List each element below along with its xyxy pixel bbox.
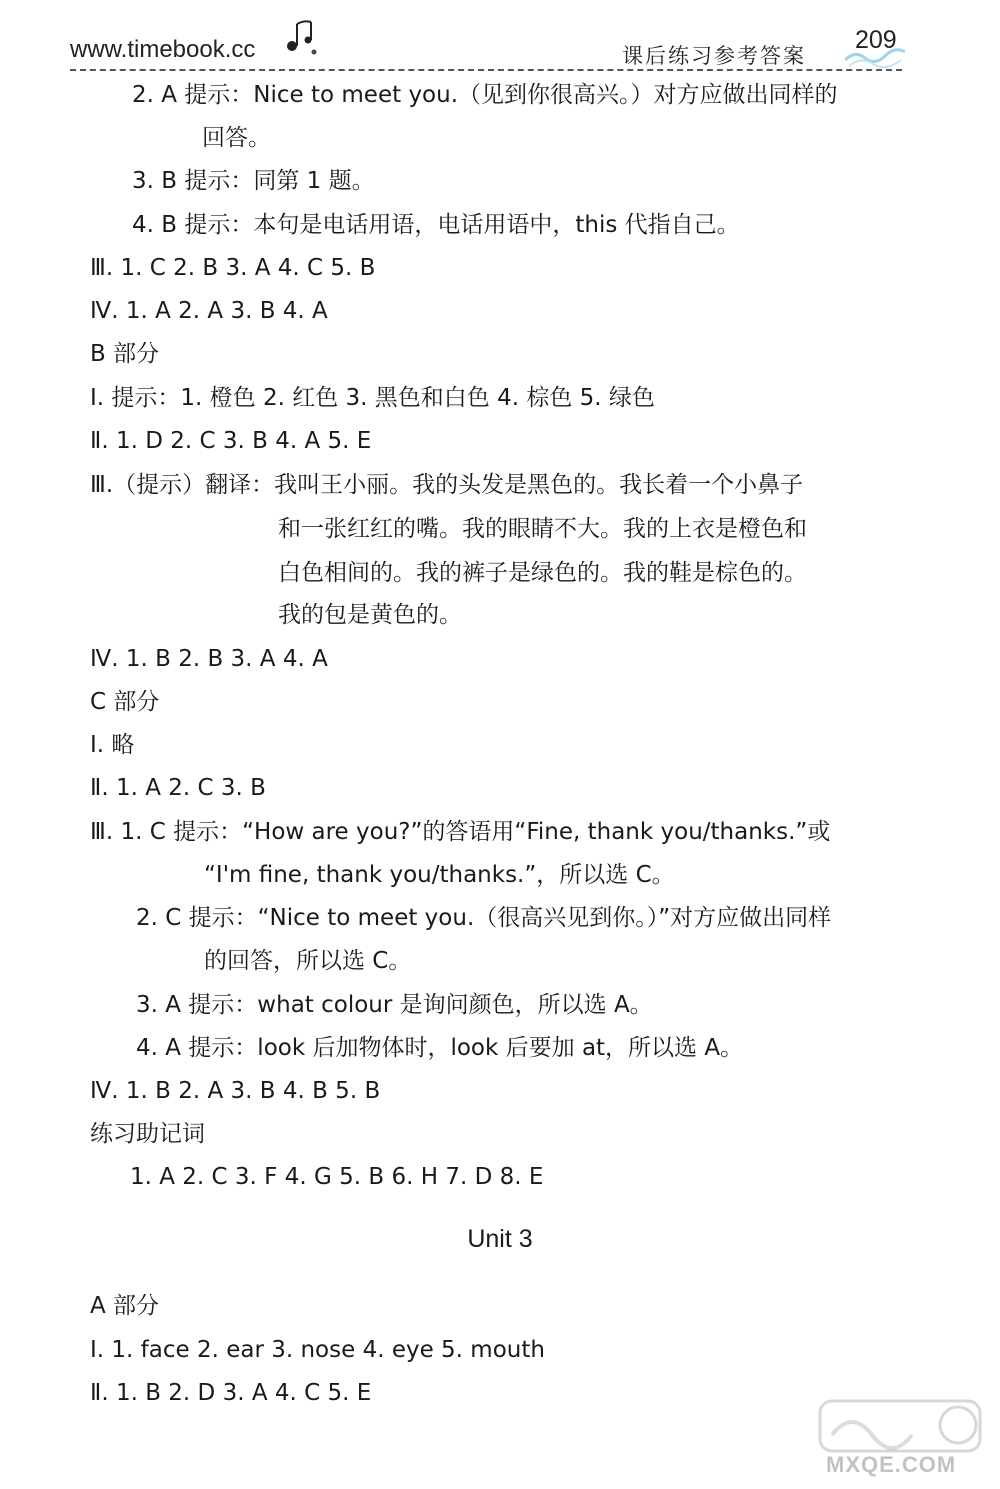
answer-line: Ⅳ. 1. A 2. A 3. B 4. A bbox=[90, 298, 328, 324]
answer-line: 2. C 提示：“Nice to meet you.（很高兴见到你。）”对方应做出同样 bbox=[136, 905, 832, 931]
answer-line: Ⅱ. 1. A 2. C 3. B bbox=[90, 775, 266, 801]
answer-line: 4. A 提示：look 后加物体时，look 后要加 at，所以选 A。 bbox=[136, 1035, 744, 1061]
answer-line: 1. A 2. C 3. F 4. G 5. B 6. H 7. D 8. E bbox=[130, 1164, 544, 1190]
answer-line: 回答。 bbox=[202, 125, 271, 151]
answer-line: 4. B 提示：本句是电话用语，电话用语中，this 代指自己。 bbox=[132, 212, 740, 238]
answer-line: Ⅲ. 1. C 2. B 3. A 4. C 5. B bbox=[90, 255, 376, 281]
section-heading: C 部分 bbox=[90, 689, 160, 715]
header-divider bbox=[70, 69, 902, 71]
answer-line: 白色相间的。我的裤子是绿色的。我的鞋是棕色的。 bbox=[278, 560, 807, 586]
answer-line: Ⅳ. 1. B 2. A 3. B 4. B 5. B bbox=[90, 1078, 381, 1104]
answer-line: 3. A 提示：what colour 是询问颜色，所以选 A。 bbox=[136, 992, 653, 1018]
watermark-site: MXQE.COM bbox=[826, 1452, 957, 1477]
answer-line: Ⅰ. 略 bbox=[90, 732, 135, 758]
answer-line: Ⅲ. 1. C 提示：“How are you?”的答语用“Fine, thank you/thanks.”或 bbox=[90, 819, 831, 845]
header-url: www.timebook.cc bbox=[70, 36, 256, 63]
section-heading: A 部分 bbox=[90, 1293, 160, 1319]
answer-line: 和一张红红的嘴。我的眼睛不大。我的上衣是橙色和 bbox=[278, 516, 807, 542]
answer-line: Ⅰ. 1. face 2. ear 3. nose 4. eye 5. mouth bbox=[90, 1337, 545, 1363]
answer-line: Ⅱ. 1. D 2. C 3. B 4. A 5. E bbox=[90, 428, 372, 454]
answer-line: Ⅰ. 提示：1. 橙色 2. 红色 3. 黑色和白色 4. 棕色 5. 绿色 bbox=[90, 385, 655, 411]
answer-line: 3. B 提示：同第 1 题。 bbox=[132, 168, 375, 194]
answer-line: 我的包是黄色的。 bbox=[278, 602, 462, 628]
music-notes-icon bbox=[282, 18, 322, 58]
answer-line: Ⅱ. 1. B 2. D 3. A 4. C 5. E bbox=[90, 1380, 372, 1406]
answer-line: “I'm fine, thank you/thanks.”，所以选 C。 bbox=[204, 862, 675, 888]
answer-line: Ⅲ.（提示）翻译：我叫王小丽。我的头发是黑色的。我长着一个小鼻子 bbox=[90, 472, 804, 498]
answer-line: Ⅳ. 1. B 2. B 3. A 4. A bbox=[90, 646, 328, 672]
header-title: 课后练习参考答案 bbox=[622, 44, 806, 68]
section-heading: 练习助记词 bbox=[90, 1121, 205, 1147]
section-heading: B 部分 bbox=[90, 341, 160, 367]
unit-title: Unit 3 bbox=[467, 1225, 533, 1253]
page-number: 209 bbox=[855, 26, 897, 54]
answer-line: 2. A 提示：Nice to meet you.（见到你很高兴。）对方应做出同样的 bbox=[132, 82, 838, 108]
answer-line: 的回答，所以选 C。 bbox=[204, 948, 412, 974]
